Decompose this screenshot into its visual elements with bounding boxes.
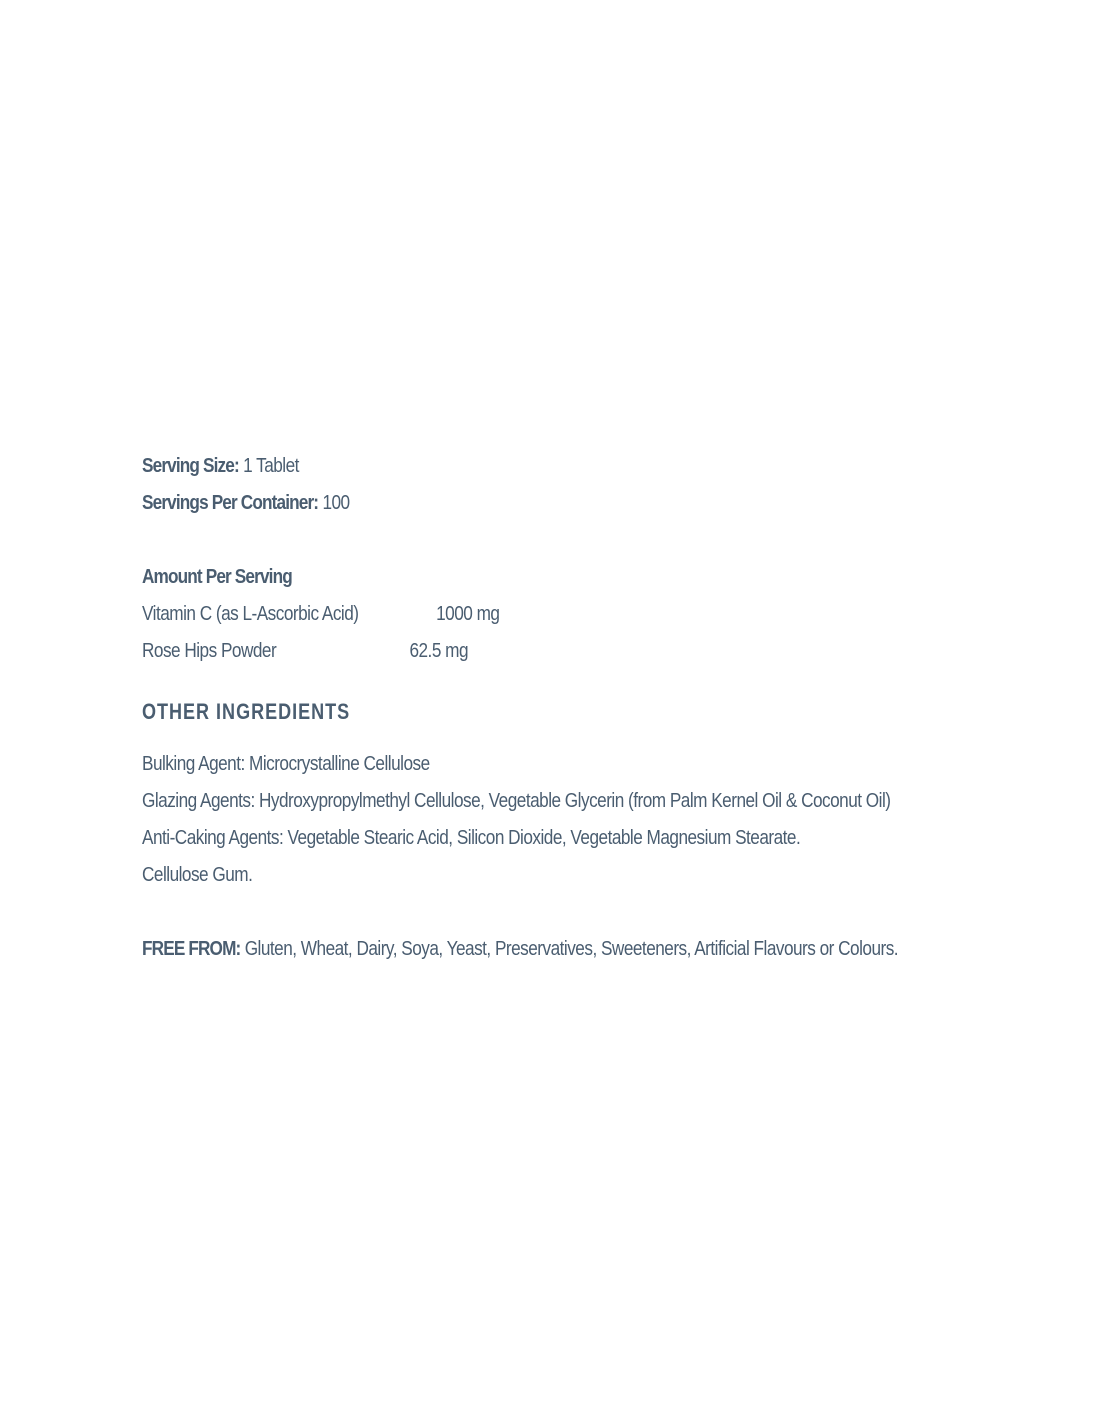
ingredients-list <box>142 746 1042 894</box>
free-from-label: FREE FROM: <box>142 938 241 960</box>
ingredient-line: Bulking Agent: Microcrystalline Cellulose <box>142 753 430 775</box>
other-ingredients-heading: OTHER INGREDIENTS <box>142 699 351 724</box>
nutrient-row <box>142 596 916 633</box>
amount-per-serving-heading: Amount Per Serving <box>142 566 292 588</box>
free-from-line <box>142 931 916 968</box>
nutrient-row <box>142 633 916 670</box>
serving-size-value: 1 Tablet <box>243 455 299 477</box>
serving-size-line <box>142 448 916 485</box>
serving-size-label: Serving Size: <box>142 455 239 477</box>
nutrient-amount: 62.5 mg <box>409 640 469 662</box>
servings-per-container-line <box>142 485 916 522</box>
servings-per-container-label: Servings Per Container: <box>142 492 319 514</box>
spacer <box>142 522 1042 559</box>
ingredient-line: Glazing Agents: Hydroxypropylmethyl Cellulose, Vegetable Glycerin (from Palm Kernel Oil & Coconut Oil) <box>142 790 891 812</box>
servings-per-container-value: 100 <box>322 492 350 514</box>
nutrient-amount: 1000 mg <box>436 603 500 625</box>
nutrient-name: Vitamin C (as L-Ascorbic Acid) <box>142 603 359 625</box>
free-from-value: Gluten, Wheat, Dairy, Soya, Yeast, Preservatives, Sweeteners, Artificial Flavours or Colours. <box>244 938 899 960</box>
nutrient-name: Rose Hips Powder <box>142 640 277 662</box>
ingredient-line: Anti-Caking Agents: Vegetable Stearic Acid, Silicon Dioxide, Vegetable Magnesium Stearate. <box>142 827 801 849</box>
supplement-facts <box>142 448 1042 968</box>
ingredient-line: Cellulose Gum. <box>142 864 253 886</box>
